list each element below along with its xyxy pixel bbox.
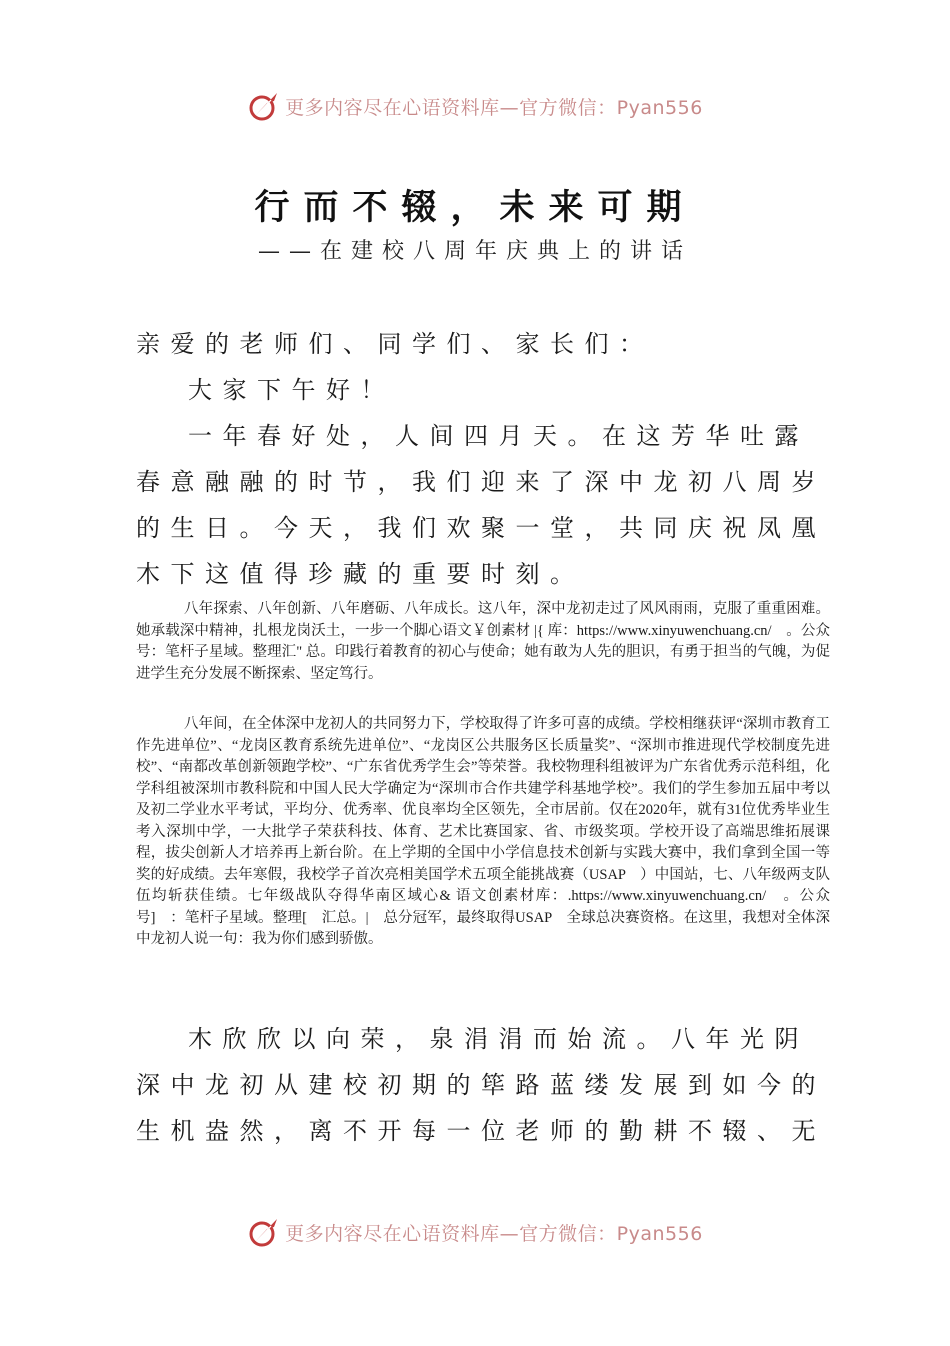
page-subtitle: ——在建校八周年庆典上的讲话	[257, 239, 692, 264]
page-title: 行而不辍，未来可期	[254, 188, 696, 228]
quill-pen-icon	[247, 89, 281, 123]
watermark-text: 更多内容尽在心语资料库—官方微信：Pyan556	[285, 96, 703, 119]
watermark-text: 更多内容尽在心语资料库—官方微信：Pyan556	[285, 1222, 703, 1245]
salutation: 大家下午好！	[188, 376, 395, 404]
paragraph-3: 八年间，在全体深中龙初人的共同努力下，学校取得了许多可喜的成绩。学校相继获评“深圳市教育工作先进单位”、“龙岗区教育系统先进单位”、“龙岗区公共服务区长质量奖”、“深圳市推进现代学校制度先进校”、“南都改革创新领跑学校”、“广东省优秀学生会”等荣誉。我校物理科组被评为广东省优秀示范科组，化学科组被深圳市教科院和中国人民大学确定为“深圳市合作共建学科基地学校”。我们的学生参加五届中考以及初二学业水平考试，平均分、优秀率、优良率均全区领先，全市居前。仅在2020年，就有31位优秀毕业生考入深圳中学，一大批学子荣获科技、体育、艺术比赛国家、省、市级奖项。学校开设了高端思维拓展课程，拔尖创新人才培养再上新台阶。在上学期的全国中小学信息技术创新与实践大赛中，我们拿到全国一等奖的好成绩。去年寒假，我校学子首次亮相美国学术五项全能挑战赛（USAP ）中国站，七、八年级两支队伍均斩获佳绩。七年级战队夺得华南区域心& 语文创素材库：.https://www.xinyuwenchuang.cn/ 。公众号] ：笔杆子星域。整理[ 汇总。| 总分冠军，最终取得USAP 全球总决赛资格。在这里，我想对全体深中龙初人说一句：我为你们感到骄傲。	[136, 716, 830, 947]
greeting: 亲爱的老师们、同学们、家长们：	[136, 330, 654, 358]
paragraph-2: 八年探索、八年创新、八年磨砺、八年成长。这八年，深中龙初走过了风风雨雨，克服了重重困难。她承载深中精神，扎根龙岗沃土，一步一个脚心语文￥创素材 |{ 库：https://www.xinyuwenchuang.cn/ 。公众号：笔杆子星域。整理汇" 总。印践行着教育的初心与使命；她有敢为人先的胆识，有勇于担当的气魄，为促进学生充分发展不断探索、坚定笃行。	[136, 601, 830, 682]
watermark-banner-top	[0, 86, 950, 126]
paragraph-1: 一年春好处，人间四月天。在这芳华吐露春意融融的时节，我们迎来了深中龙初八周岁的生日。今天，我们欢聚一堂，共同庆祝凤凰木下这值得珍藏的重要时刻。	[136, 422, 826, 588]
quill-pen-icon	[247, 1215, 281, 1249]
paragraph-4: 木欣欣以向荣，泉涓涓而始流。八年光阴深中龙初从建校初期的筚路蓝缕发展到如今的生机盎然，离不开每一位老师的勤耕不辍、无	[136, 1025, 826, 1145]
watermark-banner-bottom	[0, 1212, 950, 1252]
